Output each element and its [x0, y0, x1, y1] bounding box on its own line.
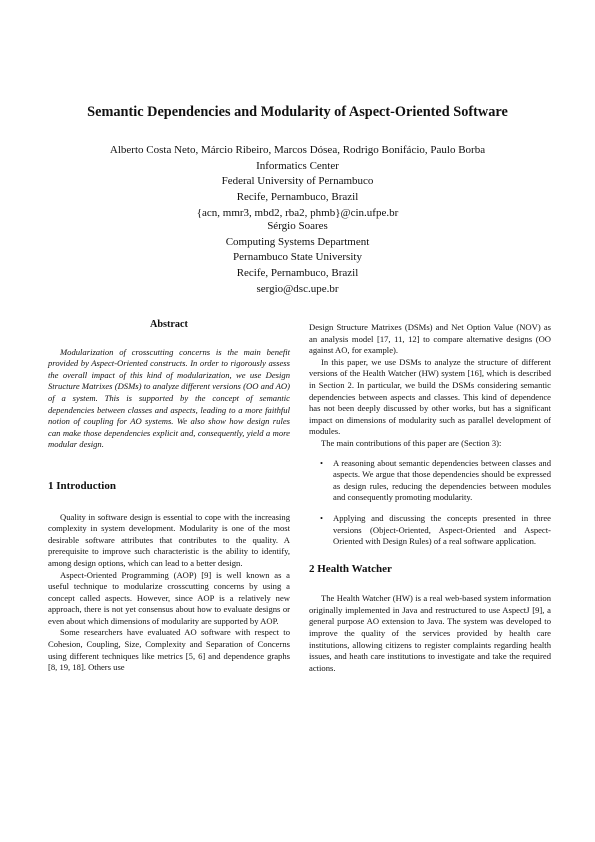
affiliation-location: Recife, Pernambuco, Brazil [236, 267, 359, 280]
intro-paragraph: The main contributions of this paper are (Section 3): [321, 437, 502, 448]
author-name: Sérgio Soares [267, 220, 328, 232]
affiliation-center: Informatics Center [256, 159, 339, 172]
list-item-text: A reasoning about semantic dependencies between classes and aspects. We argue that those dependencies should be expressed as design rules, reducing the dependencies between modules and consequently promoting modularity. [333, 457, 551, 503]
abstract-text: Modularization of crosscutting concerns is the main benefit provided by Aspect-Oriented constructs. In order to rigorously assess the overall impact of this kind of modularization, we use Design Structure Matrixes (DSMs) to analyze different versions (OO and AO) of a system. This is supported by the concept of semantic dependencies between classes and aspects, leading to a more faithful notion of coupling for AO systems. We also show how design rules can make those dependencies explicit and, consequently, yield a more modular design. [48, 346, 290, 450]
section-heading-introduction: 1 Introduction [48, 479, 116, 492]
abstract-heading: Abstract [150, 319, 188, 330]
left-column [48, 319, 290, 674]
intro-continuation: Design Structure Matrixes (DSMs) and Net Option Value (NOV) as an analysis model [17, 11, 12] to compare alternative designs (OO against AO, for example). [309, 322, 551, 356]
intro-paragraph: Aspect-Oriented Programming (AOP) [9] is well known as a useful technique to modularize crosscutting concerns by using a concept called aspects. However, since AOP is a relatively new approach, there is not yet consensus about how to evaluate designs or even about which dimensions of modularity are supported by AOP. [48, 569, 290, 626]
paper-title: Semantic Dependencies and Modularity of Aspect-Oriented Software [87, 104, 508, 120]
affiliation-location: Recife, Pernambuco, Brazil [236, 191, 359, 204]
author-list: Alberto Costa Neto, Márcio Ribeiro, Marcos Dósea, Rodrigo Bonifácio, Paulo Borba [109, 144, 486, 156]
list-item-text: Applying and discussing the concepts presented in three versions (Object-Oriented, Aspect-Oriented and Aspect-Oriented with Design Rules) of a real software application. [333, 512, 551, 547]
affiliation-university: Federal University of Pernambuco [221, 175, 374, 188]
health-watcher-paragraph: The Health Watcher (HW) is a real web-based system information originally implemented in Java and restructured to use AspectJ [9], a general purpose AO extension to Java. The system was developed to improve the quality of the services provided by health care institutions, allowing citizens to register complaints regarding health issues, and heath care institutions to investigate and take the required actions. [309, 593, 551, 673]
list-item [309, 458, 551, 504]
intro-paragraph: Quality in software design is essential to cope with the increasing complexity in system development. Modularity is one of the most desirable software attributes that contributes to the quality. A prerequisite to improve such characteristic is the ability to identify, among design options, which can lead to a better design. [48, 511, 290, 568]
list-item [309, 513, 551, 548]
contributions-list [309, 458, 551, 548]
right-column [309, 322, 551, 674]
intro-paragraph: Some researchers have evaluated AO software with respect to Cohesion, Coupling, Size, Complexity and Separation of Concerns using different techniques like metrics [5, 6] and dependence graphs [8, 19, 18]. Others use [48, 627, 290, 673]
intro-paragraph: In this paper, we use DSMs to analyze the structure of different versions of the Health Watcher (HW) system [16], which is described in Section 2. In particular, we build the DSMs considering semantic dependencies between aspects and classes. This kind of dependence has not been deeply discussed by other works, but has a significant impact on dimensions of modularity such as parallel development of modules. [309, 356, 551, 437]
affiliation-ufpe [0, 143, 595, 222]
section-heading-health-watcher: 2 Health Watcher [309, 562, 392, 575]
affiliation-department: Computing Systems Department [225, 235, 370, 248]
affiliation-university: Pernambuco State University [233, 251, 362, 264]
affiliation-upe [0, 219, 595, 298]
affiliation-email: {acn, mmr3, mbd2, rba2, phmb}@cin.ufpe.br [196, 206, 399, 219]
bullet-icon: • [320, 512, 324, 523]
affiliation-email: sergio@dsc.upe.br [256, 282, 339, 295]
bullet-icon: • [320, 457, 324, 468]
